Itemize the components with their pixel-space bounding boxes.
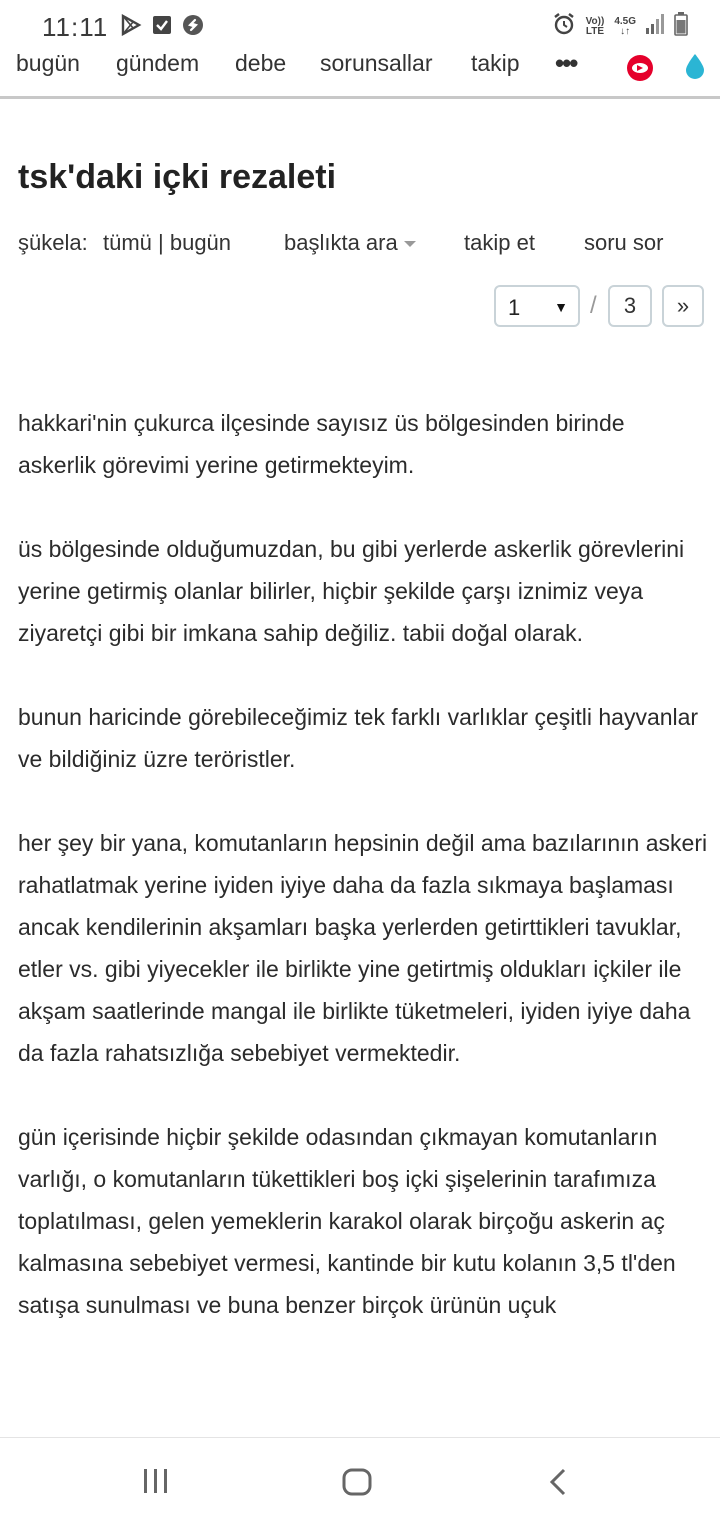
next-page-button[interactable]: » (662, 285, 704, 327)
entry-paragraph: hakkari'nin çukurca ilçesinde sayısız üs bölgesinden birinde askerlik görevimi yerine getirmekteyim. (18, 410, 625, 478)
water-drop-icon[interactable] (683, 52, 707, 85)
volte-top-text: Vo)) (585, 15, 605, 27)
last-page-button[interactable]: 3 (608, 285, 652, 327)
entry-paragraph: gün içerisinde hiçbir şekilde odasından çıkmayan komutanların varlığı, o komutanların tükettikleri boş içki şişelerinin tarafımıza toplatılması, gelen yemeklerin karakol olarak birçoğu askerin aç kalmasına sebebiyet vermesi, kantinde bir kutu kolanın 3,5 tl'den satışa sunulması ve buna benzer birçok ürünün uçuk (18, 1124, 676, 1318)
follow-link[interactable]: takip et (464, 230, 535, 255)
topic-subbar (18, 230, 708, 260)
topic-title[interactable]: tsk'daki içki rezaleti (18, 158, 337, 196)
search-in-title-dropdown[interactable] (284, 230, 416, 256)
home-icon[interactable] (342, 1468, 372, 1501)
entry-paragraph: bunun haricinde görebileceğimiz tek farklı varlıklar çeşitli hayvanlar ve bildiğiniz üzre teröristler. (18, 704, 699, 772)
volte-bottom-text: LTE (585, 25, 605, 37)
entry-paragraph: her şey bir yana, komutanların hepsinin değil ama bazılarının askeri rahatlatmak yerine iyiden iyiye daha da fazla sıkmaya başlaması ancak kendilerinin akşamları başka yerlerden getirttikleri tavuklar, etler vs. gibi yiyecekler ile birlikte yine getirtmiş oldukları içkiler ile akşam saatlerinde mangal ile birlikte tüketmeleri, iyiden iyiye daha da fazla rahatsızlığa sebebiyet vermektedir. (18, 830, 708, 1066)
dropdown-arrow-icon: ▼ (554, 299, 568, 315)
status-right-icons (552, 12, 688, 41)
network-top-text: 4.5G (614, 15, 636, 27)
battery-icon (674, 12, 688, 41)
entry-content (18, 402, 708, 1410)
sukela-options[interactable]: tümü | bugün (103, 230, 232, 255)
chevron-down-icon (404, 241, 416, 247)
recent-apps-icon[interactable] (142, 1468, 170, 1499)
signal-icon (646, 13, 664, 40)
page-select-value: 1 (508, 295, 521, 320)
more-menu-button[interactable]: ••• (555, 48, 577, 78)
volte-icon (586, 17, 605, 37)
nav-takip[interactable]: takip (471, 50, 520, 76)
nav-bugun[interactable]: bugün (16, 50, 80, 76)
network-4-5g-icon (614, 17, 636, 37)
page-select[interactable] (494, 285, 580, 327)
nav-sorunsallar[interactable]: sorunsallar (320, 50, 433, 76)
shazam-icon (182, 14, 204, 41)
sukela-label: şükela: (18, 230, 88, 255)
nav-gundem[interactable]: gündem (116, 50, 200, 76)
play-store-icon (120, 14, 142, 41)
nav-debe[interactable]: debe (235, 50, 287, 76)
alarm-icon (552, 12, 576, 41)
ask-question-link[interactable]: soru sor (584, 230, 664, 255)
channel-logo-icon[interactable] (626, 54, 654, 87)
status-bar (0, 0, 720, 50)
page-separator: / (590, 292, 597, 319)
android-navigation-bar (0, 1437, 720, 1521)
entry-paragraph: üs bölgesinde olduğumuzdan, bu gibi yerlerde askerlik görevlerini yerine getirmiş olanlar bilirler, hiçbir şekilde çarşı iznimiz veya ziyaretçi gibi bir imkana sahip değiliz. tabii doğal olarak. (18, 536, 685, 646)
network-bottom-text: ↓↑ (620, 25, 631, 37)
check-box-icon (152, 15, 172, 40)
top-navigation (0, 48, 720, 99)
status-left-icons (120, 14, 204, 41)
status-time: 11:11 (42, 12, 109, 42)
back-icon[interactable] (548, 1468, 568, 1501)
search-in-title-label: başlıkta ara (284, 230, 398, 255)
